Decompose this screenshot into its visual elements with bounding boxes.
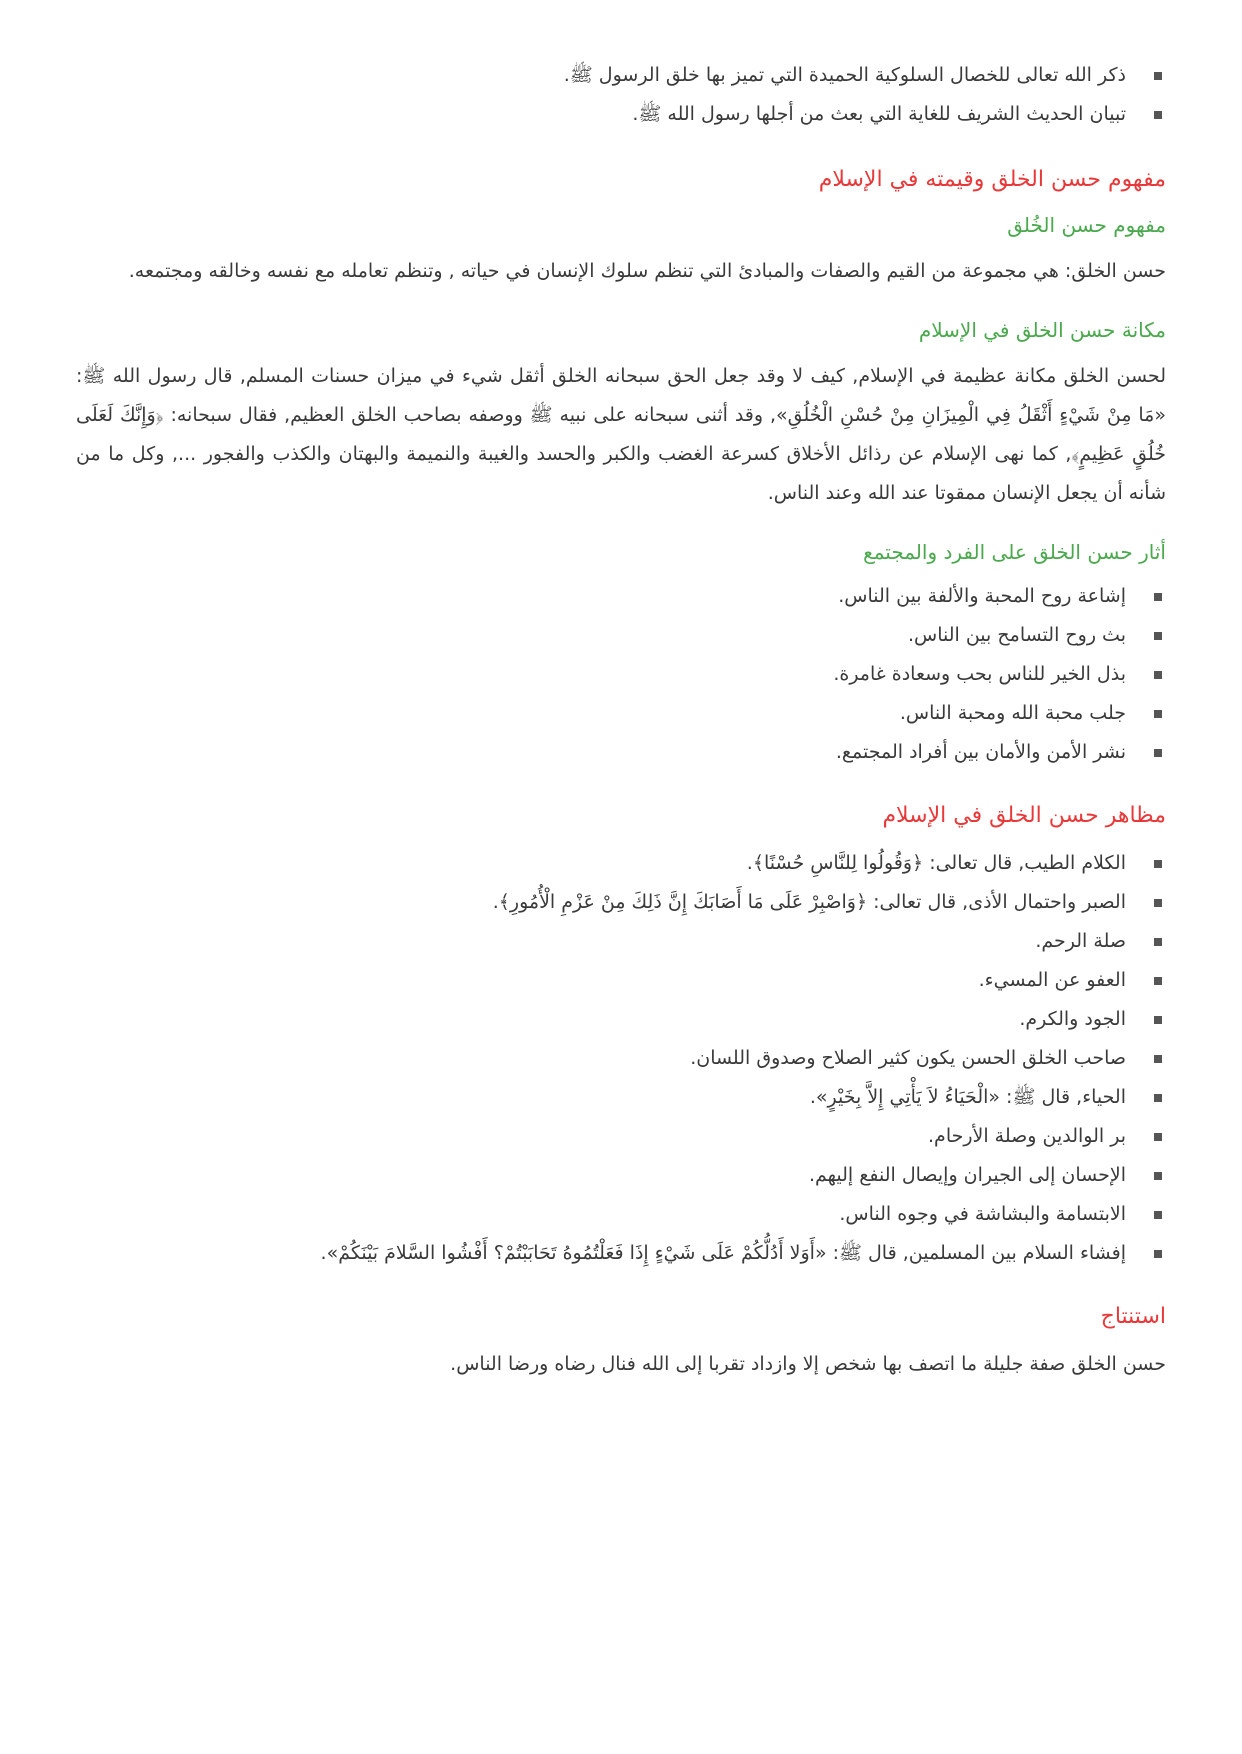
bullet-square-icon (1154, 1016, 1162, 1024)
bullet-square-icon (1154, 671, 1162, 679)
bullet-square-icon (1154, 1094, 1162, 1102)
bullet-square-icon (1154, 72, 1162, 80)
list-item-text: الحياء, قال ﷺ: «الْحَيَاءُ لاَ يَأْتِي إِلاَّ بِخَيْرٍ». (809, 1086, 1126, 1108)
bullet-square-icon (1154, 593, 1162, 601)
list-item-text: إشاعة روح المحبة والألفة بين الناس. (838, 585, 1126, 607)
list-item (76, 1117, 1166, 1156)
list-item-text: صاحب الخلق الحسن يكون كثير الصلاح وصدوق اللسان. (690, 1047, 1126, 1069)
bullet-square-icon (1154, 1211, 1162, 1219)
list-item-text: بث روح التسامح بين الناس. (907, 624, 1126, 646)
list-item (76, 1234, 1166, 1273)
list-item-text: جلب محبة الله ومحبة الناس. (899, 702, 1126, 724)
list-item (76, 844, 1166, 883)
bullet-square-icon (1154, 111, 1162, 119)
list-item (76, 56, 1166, 95)
document-page (76, 56, 1166, 1384)
section-heading-manifestations: مظاهر حسن الخلق في الإسلام (882, 803, 1166, 828)
section-heading-conclusion: استنتاج (1100, 1304, 1166, 1329)
bullet-square-icon (1154, 1250, 1162, 1258)
list-item (76, 694, 1166, 733)
section-heading-concept: مفهوم حسن الخلق وقيمته في الإسلام (818, 167, 1166, 192)
list-item-text: الابتسامة والبشاشة في وجوه الناس. (839, 1203, 1126, 1225)
effects-bullet-list (76, 577, 1166, 772)
bullet-square-icon (1154, 860, 1162, 868)
definition-paragraph: حسن الخلق: هي مجموعة من القيم والصفات والمبادئ التي تنظم سلوك الإنسان في حياته , وتنظم تعامله مع نفسه وخالقه ومجتمعه. (128, 260, 1166, 282)
list-item (76, 95, 1166, 134)
bullet-square-icon (1154, 938, 1162, 946)
list-item-text: تبيان الحديث الشريف للغاية التي بعث من أجلها رسول الله ﷺ. (632, 103, 1126, 125)
bullet-square-icon (1154, 977, 1162, 985)
list-item (76, 922, 1166, 961)
list-item (76, 655, 1166, 694)
bullet-square-icon (1154, 1172, 1162, 1180)
subheading-definition: مفهوم حسن الخُلق (1007, 213, 1166, 237)
manifestations-bullet-list (76, 844, 1166, 1273)
status-paragraph: لحسن الخلق مكانة عظيمة في الإسلام, كيف لا وقد جعل الحق سبحانه الخلق أثقل شيء في ميزان حسنات المسلم, قال رسول الله ﷺ: «مَا مِنْ شَيْءٍ أَثْقَلُ فِي الْمِيزَانِ مِنْ حُسْنِ الْخُلُقِ», وقد أثنى سبحانه على نبيه ﷺ ووصفه بصاحب الخلق العظيم, فقال سبحانه: ﴿وَإِنَّكَ لَعَلَى خُلُقٍ عَظِيمٍ﴾, كما نهى الإسلام عن رذائل الأخلاق كسرعة الغضب والكبر والحسد والغيبة والنميمة والبهتان والكذب والفجور ..., وكل ما من شأنه أن يجعل الإنسان ممقوتا عند الله وعند الناس. (76, 365, 1166, 504)
bullet-square-icon (1154, 749, 1162, 757)
list-item-text: الصبر واحتمال الأذى, قال تعالى: ﴿وَاصْبِرْ عَلَى مَا أَصَابَكَ إِنَّ ذَلِكَ مِنْ عَزْمِ الْأُمُورِ﴾. (492, 891, 1126, 913)
list-item-text: الإحسان إلى الجيران وإيصال النفع إليهم. (808, 1164, 1126, 1186)
list-item-text: بر الوالدين وصلة الأرحام. (928, 1125, 1126, 1147)
intro-bullet-list (76, 56, 1166, 134)
list-item (76, 733, 1166, 772)
bullet-square-icon (1154, 1055, 1162, 1063)
list-item (76, 1000, 1166, 1039)
list-item-text: بذل الخير للناس بحب وسعادة غامرة. (833, 663, 1126, 685)
list-item-text: صلة الرحم. (1035, 930, 1126, 952)
subheading-status: مكانة حسن الخلق في الإسلام (918, 318, 1166, 342)
list-item (76, 1156, 1166, 1195)
bullet-square-icon (1154, 1133, 1162, 1141)
bullet-square-icon (1154, 632, 1162, 640)
bullet-square-icon (1154, 710, 1162, 718)
list-item (76, 1039, 1166, 1078)
list-item-text: الكلام الطيب, قال تعالى: ﴿وَقُولُوا لِلنَّاسِ حُسْنًا﴾. (746, 852, 1126, 874)
list-item-text: نشر الأمن والأمان بين أفراد المجتمع. (835, 741, 1126, 763)
conclusion-paragraph: حسن الخلق صفة جليلة ما اتصف بها شخص إلا وازداد تقربا إلى الله فنال رضاه ورضا الناس. (450, 1353, 1166, 1375)
list-item-text: العفو عن المسيء. (978, 969, 1126, 991)
list-item (76, 616, 1166, 655)
list-item (76, 961, 1166, 1000)
list-item (76, 577, 1166, 616)
bullet-square-icon (1154, 899, 1162, 907)
list-item (76, 1195, 1166, 1234)
list-item (76, 1078, 1166, 1117)
subheading-effects: أثار حسن الخلق على الفرد والمجتمع (863, 540, 1166, 564)
list-item (76, 883, 1166, 922)
list-item-text: إفشاء السلام بين المسلمين, قال ﷺ: «أَوَلا أَدُلُّكُمْ عَلَى شَيْءٍ إِذَا فَعَلْتُمُوهُ تَحَابَبْتُمْ؟ أَفْشُوا السَّلامَ بَيْنَكُمْ». (320, 1242, 1126, 1264)
list-item-text: ذكر الله تعالى للخصال السلوكية الحميدة التي تميز بها خلق الرسول ﷺ. (563, 64, 1126, 86)
list-item-text: الجود والكرم. (1019, 1008, 1126, 1030)
